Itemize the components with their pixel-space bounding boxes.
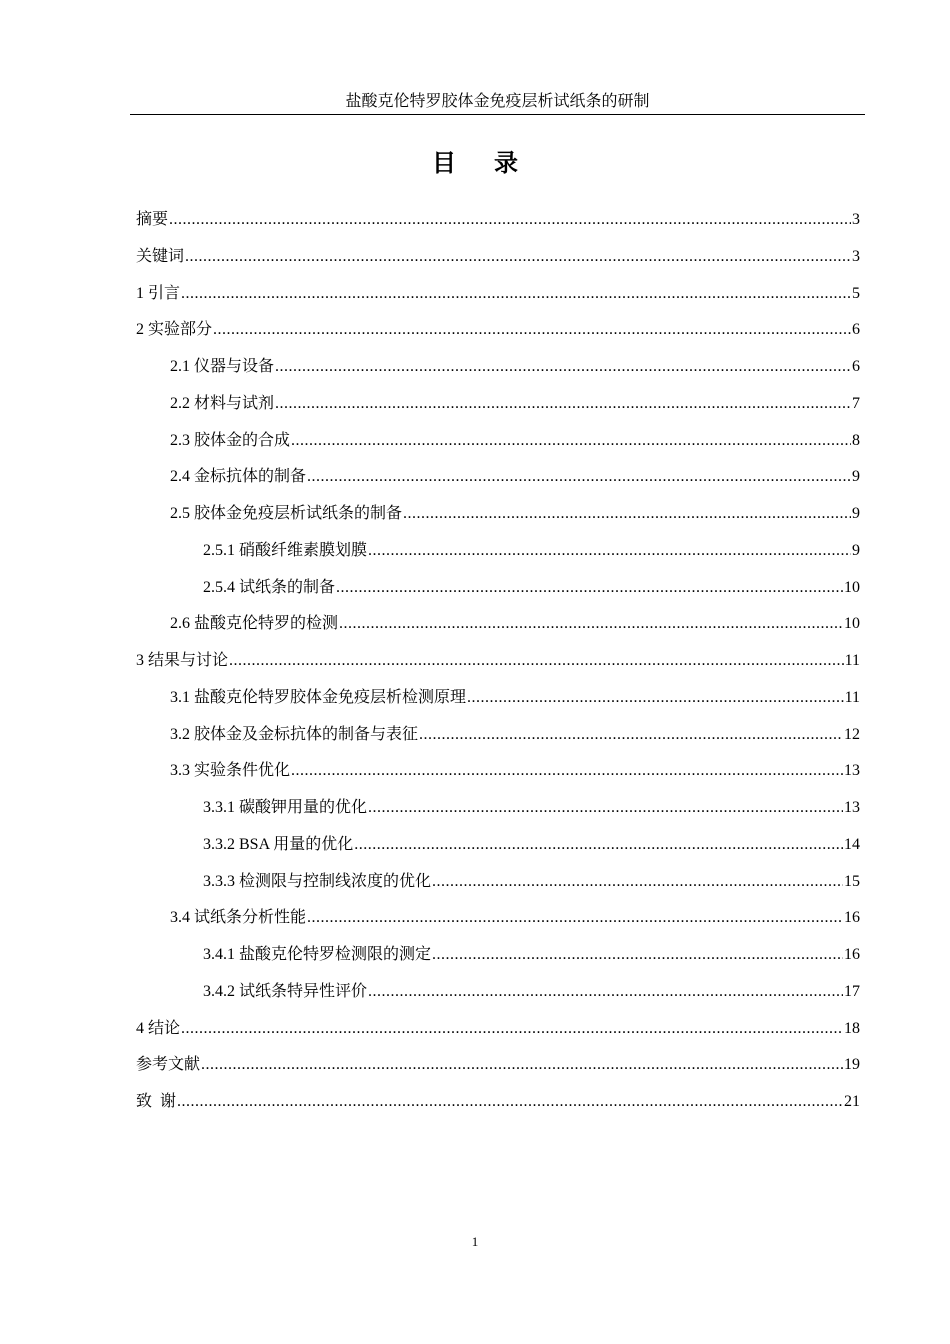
toc-entry[interactable] [136, 278, 860, 315]
toc-entry-label: 3.1 盐酸克伦特罗胶体金免疫层析检测原理 [170, 688, 467, 706]
toc-entry[interactable] [136, 351, 860, 388]
toc-dot-leader [181, 278, 851, 310]
toc-dot-leader [185, 241, 851, 273]
toc-entry-label: 2.1 仪器与设备 [170, 358, 275, 375]
toc-dot-leader [368, 792, 843, 824]
toc-entry[interactable] [136, 645, 860, 682]
toc-entry[interactable] [136, 682, 860, 719]
toc-entry-label: 3.2 胶体金及金标抗体的制备与表征 [170, 725, 419, 743]
toc-entry[interactable] [136, 1013, 860, 1050]
toc-dot-leader [229, 645, 844, 677]
toc-entry-label: 3.3.1 碳酸钾用量的优化 [203, 799, 368, 816]
toc-dot-leader [368, 535, 851, 567]
toc-entry-page: 6 [852, 358, 860, 375]
toc-dot-leader [291, 425, 851, 457]
toc-entry-page: 3 [852, 211, 860, 228]
toc-entry-label: 2.3 胶体金的合成 [170, 431, 291, 449]
toc-dot-leader [432, 866, 843, 898]
toc-entry[interactable] [136, 608, 860, 645]
toc-entry-page: 11 [844, 688, 860, 706]
toc-dot-leader [467, 682, 844, 714]
toc-title: 目录 [432, 149, 556, 177]
toc-entry-label: 3.4.1 盐酸克伦特罗检测限的测定 [203, 946, 432, 963]
toc-entry-label: 摘要 [136, 211, 169, 228]
toc-entry-page: 12 [844, 725, 860, 743]
toc-entry-page: 5 [852, 284, 860, 302]
toc-entry[interactable] [136, 314, 860, 351]
toc-entry-label: 4 结论 [136, 1019, 181, 1037]
toc-entry-page: 13 [844, 762, 860, 780]
toc-dot-leader [291, 755, 843, 787]
toc-entry[interactable] [136, 204, 860, 241]
toc-entry-page: 18 [844, 1019, 860, 1037]
page-number: 1 [471, 1234, 479, 1249]
toc-entry[interactable] [136, 792, 860, 829]
toc-entry-page: 10 [844, 578, 860, 596]
toc-entry-page: 14 [844, 835, 860, 853]
toc-dot-leader [181, 1013, 843, 1045]
toc-entry-label: 2.5.1 硝酸纤维素膜划膜 [203, 541, 368, 559]
toc-entry-page: 9 [852, 468, 860, 486]
toc-dot-leader [368, 976, 843, 1008]
toc-entry[interactable] [136, 498, 860, 535]
toc-entry-label: 3 结果与讨论 [136, 652, 229, 669]
toc-entry-page: 21 [844, 1093, 860, 1110]
toc-entry-page: 6 [852, 321, 860, 339]
toc-dot-leader [307, 902, 843, 934]
toc-entry[interactable] [136, 1086, 860, 1123]
toc-entry-label: 3.3.2 BSA 用量的优化 [203, 835, 354, 853]
toc-dot-leader [201, 1049, 843, 1081]
toc-entry[interactable] [136, 1049, 860, 1086]
toc-entry-page: 11 [844, 652, 860, 669]
toc-entry-label: 参考文献 [136, 1056, 201, 1074]
toc-entry-label: 3.3 实验条件优化 [170, 762, 291, 780]
toc-dot-leader [307, 461, 851, 493]
header-rule [130, 114, 865, 115]
toc-entry-page: 15 [844, 872, 860, 890]
toc-entry-label: 3.4 试纸条分析性能 [170, 909, 307, 927]
toc-entry-page: 10 [844, 615, 860, 633]
toc-entry[interactable] [136, 755, 860, 792]
toc-entry-page: 7 [852, 394, 860, 412]
toc-entry-label: 致 谢 [136, 1093, 177, 1110]
toc-dot-leader [339, 608, 843, 640]
toc-entry-label: 2.5.4 试纸条的制备 [203, 578, 336, 596]
toc-entry-label: 3.4.2 试纸条特异性评价 [203, 982, 368, 1000]
toc-entry-label: 2 实验部分 [136, 321, 213, 339]
toc-dot-leader [275, 388, 851, 420]
toc-dot-leader [213, 314, 851, 346]
toc-entry[interactable] [136, 388, 860, 425]
toc-entry-label: 2.2 材料与试剂 [170, 394, 275, 412]
toc-entry[interactable] [136, 719, 860, 756]
toc-entry-page: 9 [852, 505, 860, 522]
toc-entry-page: 13 [844, 799, 860, 816]
toc-dot-leader [275, 351, 851, 383]
toc-entry-label: 2.4 金标抗体的制备 [170, 468, 307, 486]
toc-entry[interactable] [136, 902, 860, 939]
toc-entry-label: 2.5 胶体金免疫层析试纸条的制备 [170, 505, 403, 522]
toc-entry[interactable] [136, 829, 860, 866]
toc-entry-label: 关键词 [136, 247, 185, 265]
toc-entry-page: 19 [844, 1056, 860, 1074]
toc-entry[interactable] [136, 866, 860, 903]
toc-entry[interactable] [136, 425, 860, 462]
toc-entry-label: 1 引言 [136, 284, 181, 302]
toc-dot-leader [177, 1086, 843, 1118]
toc-list [136, 204, 860, 1123]
toc-entry[interactable] [136, 461, 860, 498]
toc-dot-leader [432, 939, 843, 971]
toc-entry-label: 2.6 盐酸克伦特罗的检测 [170, 615, 339, 633]
toc-entry-page: 9 [852, 541, 860, 559]
toc-entry-page: 8 [852, 431, 860, 449]
toc-entry-page: 17 [844, 982, 860, 1000]
toc-dot-leader [169, 204, 851, 236]
toc-entry[interactable] [136, 241, 860, 278]
toc-entry[interactable] [136, 976, 860, 1013]
toc-entry-label: 3.3.3 检测限与控制线浓度的优化 [203, 872, 432, 890]
toc-entry-page: 16 [844, 946, 860, 963]
toc-entry[interactable] [136, 535, 860, 572]
toc-entry-page: 3 [852, 247, 860, 265]
toc-dot-leader [419, 719, 843, 751]
toc-dot-leader [354, 829, 843, 861]
toc-entry[interactable] [136, 572, 860, 609]
running-header: 盐酸克伦特罗胶体金免疫层析试纸条的研制 [345, 93, 650, 110]
toc-dot-leader [336, 572, 843, 604]
toc-entry-page: 16 [844, 909, 860, 927]
toc-entry[interactable] [136, 939, 860, 976]
toc-dot-leader [403, 498, 851, 530]
